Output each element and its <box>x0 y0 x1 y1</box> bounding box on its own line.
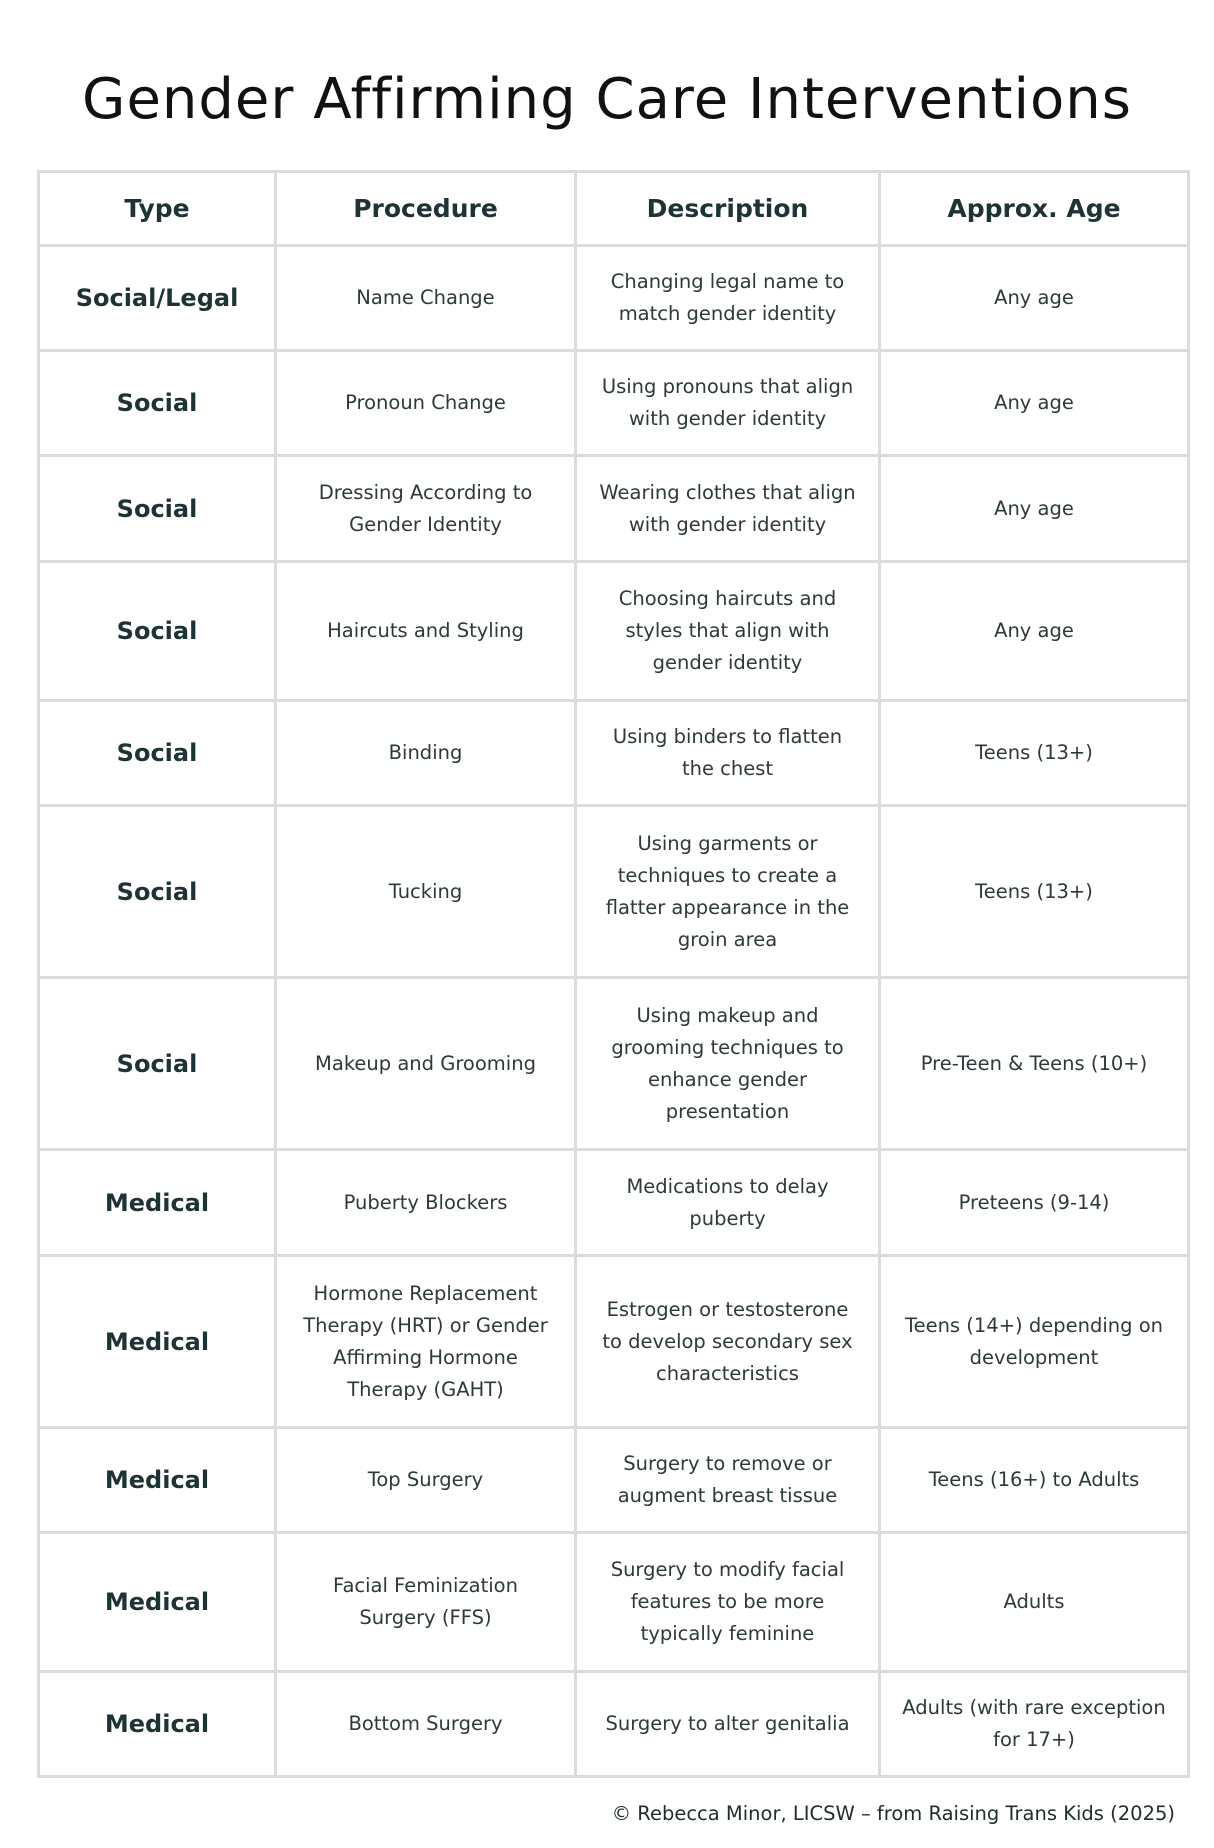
description-cell: Surgery to modify facial features to be more typically feminine <box>576 1533 880 1672</box>
procedure-cell: Puberty Blockers <box>276 1150 576 1256</box>
age-cell: Any age <box>880 456 1189 562</box>
description-cell: Using makeup and grooming techniques to enhance gender presentation <box>576 978 880 1150</box>
procedure-cell: Name Change <box>276 246 576 351</box>
description-cell: Changing legal name to match gender identity <box>576 246 880 351</box>
type-cell: Social <box>39 456 276 562</box>
procedure-cell: Makeup and Grooming <box>276 978 576 1150</box>
table-row <box>39 1256 1189 1428</box>
description-cell: Using garments or techniques to create a flatter appearance in the groin area <box>576 806 880 978</box>
age-cell: Any age <box>880 351 1189 456</box>
age-cell: Any age <box>880 246 1189 351</box>
type-cell: Medical <box>39 1150 276 1256</box>
table-row <box>39 1150 1189 1256</box>
age-cell: Adults <box>880 1533 1189 1672</box>
age-cell: Teens (14+) depending on development <box>880 1256 1189 1428</box>
age-cell: Teens (13+) <box>880 701 1189 806</box>
procedure-cell: Dressing According to Gender Identity <box>276 456 576 562</box>
procedure-cell: Hormone Replacement Therapy (HRT) or Gender Affirming Hormone Therapy (GAHT) <box>276 1256 576 1428</box>
age-cell: Preteens (9-14) <box>880 1150 1189 1256</box>
page-title: Gender Affirming Care Interventions <box>82 67 1132 132</box>
type-cell: Medical <box>39 1256 276 1428</box>
type-cell: Social <box>39 701 276 806</box>
table-row <box>39 246 1189 351</box>
age-cell: Pre-Teen & Teens (10+) <box>880 978 1189 1150</box>
table-row <box>39 351 1189 456</box>
type-cell: Medical <box>39 1428 276 1533</box>
table-row <box>39 562 1189 701</box>
table-header-row <box>39 172 1189 246</box>
type-cell: Medical <box>39 1533 276 1672</box>
column-header-age: Approx. Age <box>880 172 1189 246</box>
procedure-cell: Bottom Surgery <box>276 1672 576 1777</box>
type-cell: Social <box>39 351 276 456</box>
interventions-table <box>37 170 1190 1778</box>
table-row <box>39 978 1189 1150</box>
table-row <box>39 1672 1189 1777</box>
description-cell: Using binders to flatten the chest <box>576 701 880 806</box>
interventions-table-container <box>37 170 1187 1778</box>
copyright-footer: © Rebecca Minor, LICSW – from Raising Trans Kids (2025) <box>611 1802 1175 1825</box>
type-cell: Social/Legal <box>39 246 276 351</box>
procedure-cell: Binding <box>276 701 576 806</box>
description-cell: Estrogen or testosterone to develop secondary sex characteristics <box>576 1256 880 1428</box>
column-header-procedure: Procedure <box>276 172 576 246</box>
procedure-cell: Tucking <box>276 806 576 978</box>
description-cell: Surgery to remove or augment breast tissue <box>576 1428 880 1533</box>
procedure-cell: Facial Feminization Surgery (FFS) <box>276 1533 576 1672</box>
type-cell: Social <box>39 806 276 978</box>
description-cell: Choosing haircuts and styles that align with gender identity <box>576 562 880 701</box>
procedure-cell: Top Surgery <box>276 1428 576 1533</box>
table-row <box>39 806 1189 978</box>
description-cell: Using pronouns that align with gender identity <box>576 351 880 456</box>
procedure-cell: Pronoun Change <box>276 351 576 456</box>
table-row <box>39 1428 1189 1533</box>
age-cell: Teens (16+) to Adults <box>880 1428 1189 1533</box>
table-row <box>39 701 1189 806</box>
age-cell: Teens (13+) <box>880 806 1189 978</box>
type-cell: Social <box>39 562 276 701</box>
table-row <box>39 1533 1189 1672</box>
age-cell: Adults (with rare exception for 17+) <box>880 1672 1189 1777</box>
column-header-type: Type <box>39 172 276 246</box>
description-cell: Medications to delay puberty <box>576 1150 880 1256</box>
description-cell: Wearing clothes that align with gender identity <box>576 456 880 562</box>
description-cell: Surgery to alter genitalia <box>576 1672 880 1777</box>
column-header-description: Description <box>576 172 880 246</box>
age-cell: Any age <box>880 562 1189 701</box>
procedure-cell: Haircuts and Styling <box>276 562 576 701</box>
type-cell: Social <box>39 978 276 1150</box>
table-row <box>39 456 1189 562</box>
type-cell: Medical <box>39 1672 276 1777</box>
